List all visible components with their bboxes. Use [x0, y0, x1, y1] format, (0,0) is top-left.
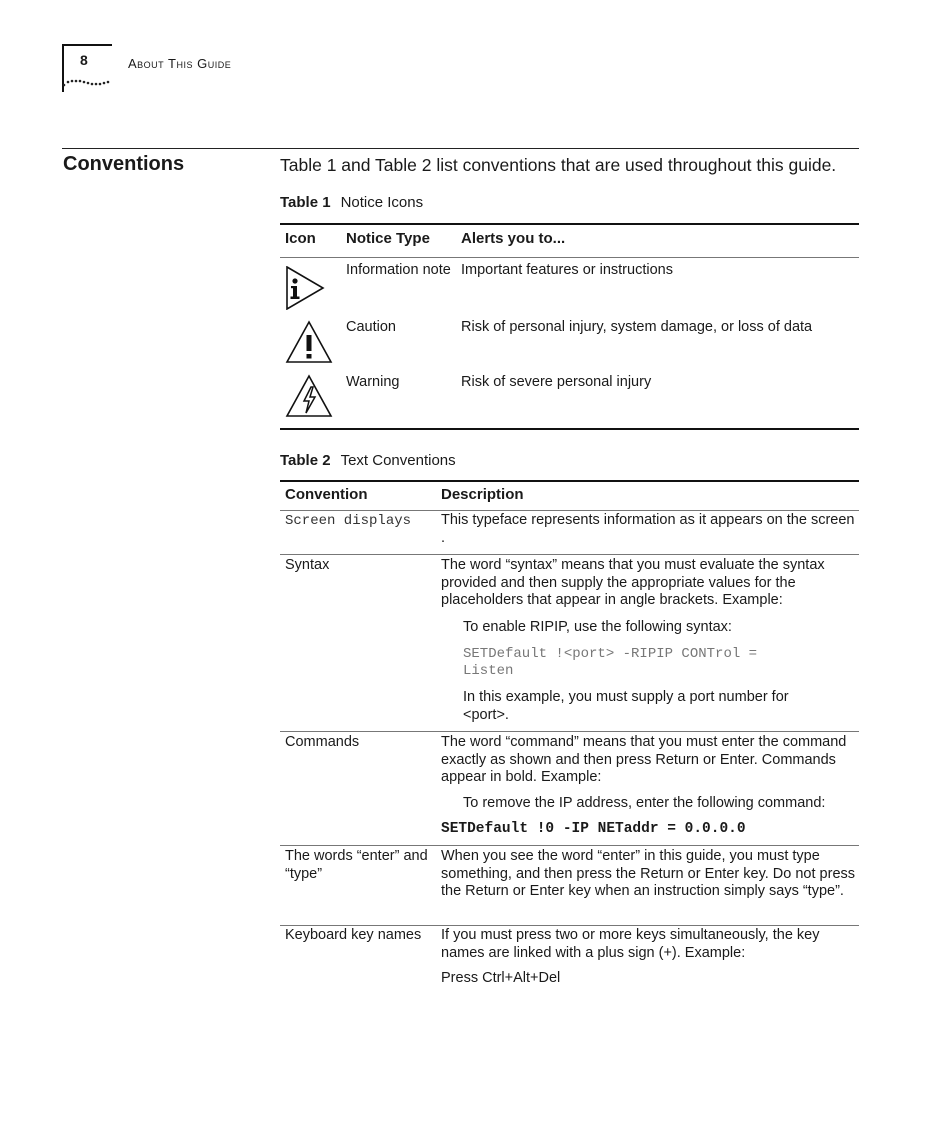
table1-header-type: Notice Type: [346, 230, 430, 247]
table1-bottom-rule: [280, 428, 859, 430]
row-divider: [280, 731, 859, 732]
keyboard-example: Press Ctrl+Alt+Del: [441, 970, 561, 986]
syntax-example-intro: To enable RIPIP, use the following syntax:: [463, 619, 732, 635]
table2-header-description: Description: [441, 486, 524, 503]
dot-ornament: [62, 73, 112, 92]
table1-caption-text: Notice Icons: [340, 194, 424, 211]
table1-header-rule: [280, 257, 859, 258]
table1-row1-alert: Important features or instructions: [461, 262, 673, 278]
enter-type-description: When you see the word “enter” in this guide, you must type something, and then press the Return or Enter key. Do not press the Return or Enter key when an instruction simply says “type”.: [441, 848, 856, 899]
section-rule: [62, 148, 859, 149]
commands-description: The word “command” means that you must enter the command exactly as shown and then press Return or Enter. Commands appear in bold. Example:: [441, 734, 847, 785]
syntax-description: The word “syntax” means that you must evaluate the syntax provided and then supply the appropriate values for the placeholders that appear in angle brackets. Example:: [441, 557, 825, 608]
commands-example-code: SETDefault !0 -IP NETaddr = 0.0.0.0: [441, 821, 746, 837]
section-title: Conventions: [63, 153, 185, 175]
running-head: About This Guide: [128, 56, 232, 71]
table2-caption-text: Text Conventions: [340, 452, 456, 469]
syntax-example-code: SETDefault !<port> -RIPIP CONTrol = Listen: [463, 646, 758, 679]
table1-top-rule: [280, 223, 859, 225]
table2-top-rule: [280, 480, 859, 482]
syntax-convention: Syntax: [285, 557, 330, 573]
keyboard-description: If you must press two or more keys simultaneously, the key names are linked with a plus sign (+). Example:: [441, 927, 820, 961]
table1-row3-type: Warning: [346, 374, 400, 390]
table1-caption-label: Table 1: [280, 194, 331, 211]
table1-row2-type: Caution: [346, 319, 396, 335]
commands-example-intro: To remove the IP address, enter the following command:: [463, 795, 826, 811]
commands-convention: Commands: [285, 734, 360, 750]
table1-header-alert: Alerts you to...: [461, 230, 566, 247]
screen-displays-convention: Screen displays: [285, 513, 412, 529]
caution-icon: [285, 320, 333, 364]
table1-row2-alert: Risk of personal injury, system damage, or loss of data: [461, 319, 813, 335]
table1-caption: [280, 194, 423, 211]
table1-header-icon: Icon: [285, 230, 316, 247]
table1-row1-type: Information note: [346, 262, 451, 278]
table2-header-rule: [280, 510, 859, 511]
information-icon: [285, 266, 325, 310]
row-divider: [280, 554, 859, 555]
enter-type-convention: The words “enter” and “type”: [285, 848, 428, 882]
warning-icon: [285, 374, 333, 418]
table1-row3-alert: Risk of severe personal injury: [461, 374, 652, 390]
keyboard-convention: Keyboard key names: [285, 927, 422, 943]
table2-caption-label: Table 2: [280, 452, 331, 469]
screen-displays-description: This typeface represents information as it appears on the screen .: [441, 512, 855, 546]
page-number: 8: [80, 52, 88, 68]
row-divider: [280, 845, 859, 846]
row-divider: [280, 925, 859, 926]
intro-paragraph: Table 1 and Table 2 list conventions that are used throughout this guide.: [280, 155, 837, 175]
table2-caption: [280, 452, 456, 469]
table2-header-convention: Convention: [285, 486, 368, 503]
syntax-example-note: In this example, you must supply a port number for <port>.: [463, 689, 789, 723]
